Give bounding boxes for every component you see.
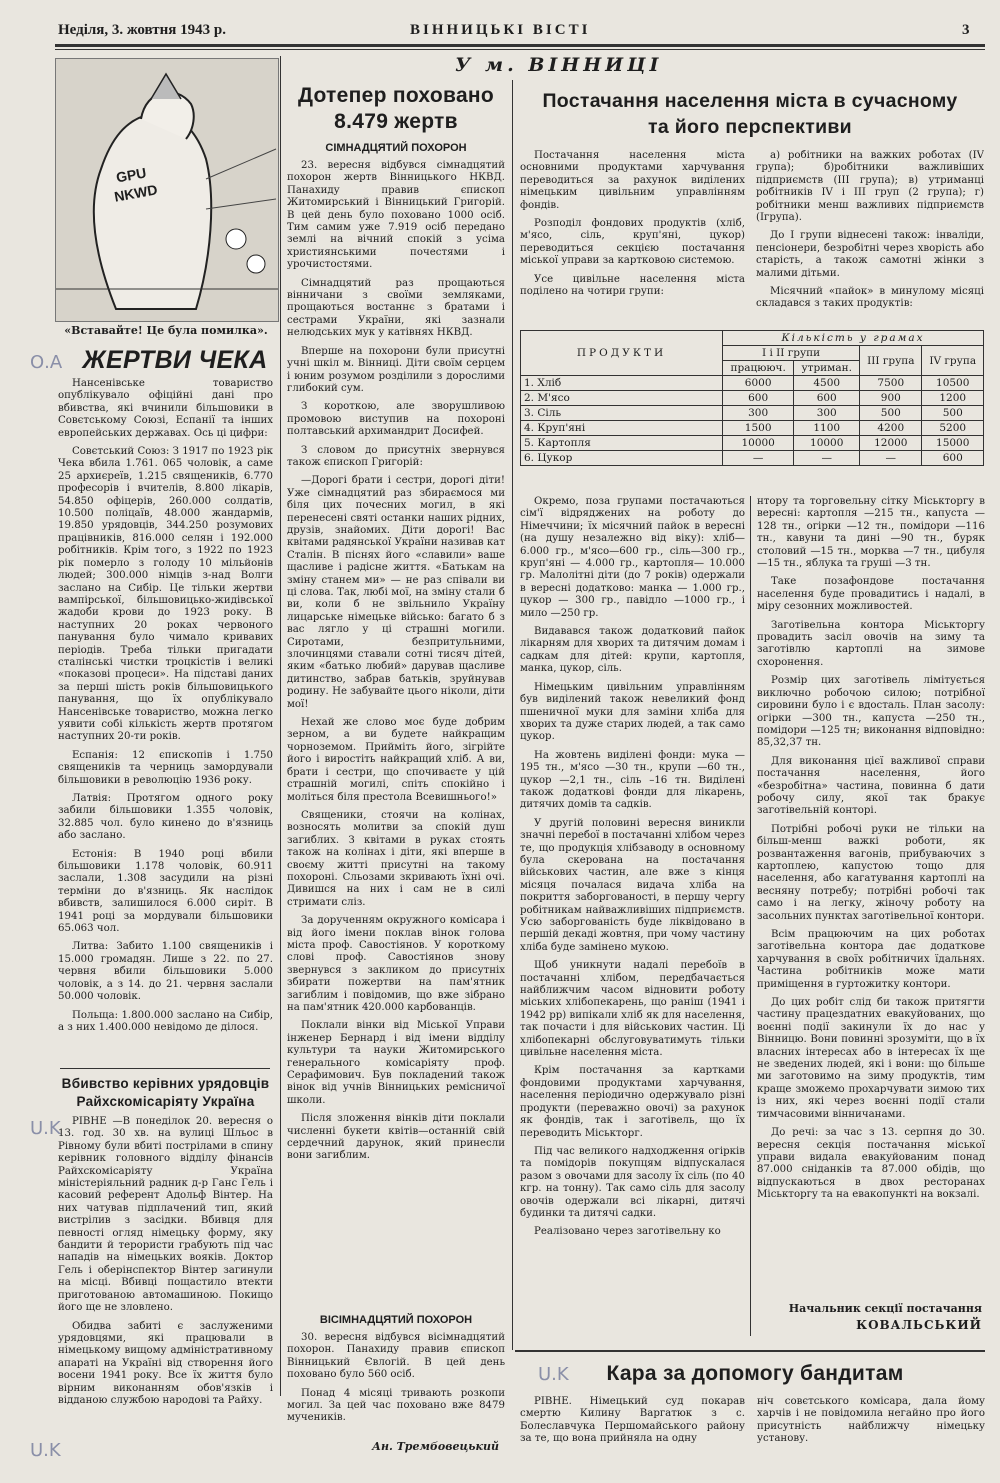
paragraph: 23. вересня відбувся сімнадцятий похорон жертв Вінницького НКВД. Панахиду правив єпископ Житомирський і Вінницький Григорій. В цей день було поховано 1000 осіб. Тим самим уже 7.919 осіб передано землі на вічний спокій з усіма християнськими почестями і урочистостями.: [287, 160, 505, 271]
paragraph: Розмір цих заготівель лімітується виключно робочою силою; потрібної сировини було і є вдосталь. План засолу: огірки —300 тн., капуста —250 тн., помідори —125 тн; виконання відповідно: 85,32,37 тн.: [757, 675, 985, 749]
cartoon-label-nkwd: NKWD: [112, 181, 159, 205]
paragraph: Реалізовано через заготівельну ко: [534, 1226, 721, 1238]
paragraph: Видавався також додатковий пайок лікарням для хворих та дитячим домам і садкам для дітей: крупи, картопля, манка, цукор, сіль.: [520, 626, 745, 675]
cell: 15000: [922, 436, 984, 451]
cartoon-caption: «Вставайте! Це була помилка».: [64, 324, 268, 337]
article-cheka-body: [58, 378, 273, 1063]
cell: 600: [723, 391, 794, 406]
table-row: [521, 406, 984, 421]
paragraph: Крім постачання за картками фондовими продуктами харчування, населення періодично одержувало різні продукти (переважно овочі) за рахунок як фондів, так і заготівель, що їх переводить Міськторг.: [520, 1065, 745, 1139]
paragraph: Священики, стоячи на колінах, возносять молитви за спокій душ загиблих. З квітами в руках стоять також на колінах і діти, які вперше в своєму житті присутні на такому похороні. Сльозами зкривають їхні очі. Дивишся на них і сам не в силі стримати сліз.: [287, 809, 505, 908]
page-number: 3: [962, 22, 970, 38]
paragraph: нтору та торговельну сітку Міськторгу в вересні: картопля —215 тн., капуста —128 тн., огірки —12 тн., помідори —116 тн., кавуни та дині —90 тн., буряк столовий —15 тн., морква —7 тн., цибуля —15 тн., яблука та груші —3 тн.: [757, 496, 985, 570]
supply-intro-right: [756, 150, 984, 328]
issue-date: Неділя, 3. жовтня 1943 р.: [58, 22, 226, 38]
cell: 6. Цукор: [521, 451, 723, 466]
paragraph: Нансенівське товариство опублікувало офіційні дані про вбивства, які вчинили більшовики в Совєтському Союзі, Еспанії та інших европейських державах. Ось ці цифри:: [58, 378, 273, 439]
cell: 600: [922, 451, 984, 466]
table-header-group12: І і ІІ групи: [723, 346, 860, 361]
paragraph: ніч совєтського комісара, дала йому харчів і не повідомила негайно про його присутність найближчу німецьку установу.: [757, 1396, 985, 1445]
paragraph: Понад 4 місяці тривають розкопи могил. За цей час поховано вже 8479 мучеників.: [287, 1387, 505, 1424]
signature-trembovetsky: Ан. Трембовецький: [371, 1440, 499, 1453]
cartoon-drawing: [56, 59, 278, 321]
cell: —: [794, 451, 860, 466]
paragraph: РІВНЕ —В понеділок 20. вересня о 13. год. 30 хв. на вулиці Шльос в Рівному були вбиті пострілами в спину керівник головного відділу фінансів Райхскомісаріяту Україна міністеріяльний радник д-р Ганс Гель і касовий референт Адольф Вінтер. На них чатував підплачений тип, який вистрілив з засідки. Вбивця для певності огляд німецьку форму, яку бандити й терористи грабують під час нападів на німецьких вояків. Доктор Гель і оберінспектор Вінтер загинули на місці. Вбивці пощастило втекти приготованою автомашиною. Покищо його ще не зловлено.: [58, 1116, 273, 1314]
cell: 500: [922, 406, 984, 421]
cell: 10500: [922, 376, 984, 391]
cell: 4. Круп'яні: [521, 421, 723, 436]
header-rule: [55, 44, 985, 47]
paragraph: За дорученням окружного комісара і від його імени поклав вінок голова міста проф. Савостіянов. У короткому слові проф. Савостіянов знову звернувся з закликом до присутніх збирати пожертви на пам'ятник загиблим і повідомив, що вже зібрано на пам'ятник 420.000 карбованців.: [287, 915, 505, 1013]
cell: 1500: [723, 421, 794, 436]
cell: 5. Картопля: [521, 436, 723, 451]
paragraph: З словом до присутніх звернувся також єпископ Григорій:: [287, 444, 505, 468]
subtitle-18th-burial: ВІСІМНАДЦЯТИЙ ПОХОРОН: [319, 1314, 473, 1326]
header-rule-thin: [55, 49, 985, 50]
article-punishment-right: [757, 1396, 985, 1460]
paragraph: Совєтський Союз: З 1917 по 1923 рік Чека вбила 1.761. 065 чоловік, а саме 25 архиєреїв, 1.215 священиків, 6.770 професорів і вчителів, 8.800 лікарів, 54.850 офіцерів, 260.000 солдатів, 10.500 поліцаїв, 48.000 жандармів, 19.850 урядовців, 344.250 розумових працівників, 816.000 селян і 192.000 робітників. Крім того, з 1922 по 1923 рік померло з голоду 10 мільйонів людей; 300.000 німців з-над Волги заслано на Сибір. Це тільки жертви вампірської, більшовицько-жидівської жадоби крови до 1923 року. В наступних 20 роках червоного панування було чимало кривавих періодів. Треба тільки пригадати сталінські чистки троцкістів і великі «показові процеси». На підставі даних за перші шість років більшовицького панування, що їх опублікувало Нансенівське товариство, можна легко уявити собі кількість жертв протягом наступних 20-ти років.: [58, 446, 273, 743]
paragraph: Розподіл фондових продуктів (хліб, м'ясо, сіль, круп'яні, цукор) переводиться секцією постачання міської управи за картковою системою.: [520, 218, 745, 267]
supply-body-col3: [757, 496, 985, 1298]
article-title-murder-1: Вбивство керівних урядовців: [61, 1076, 270, 1091]
cell: 10000: [794, 436, 860, 451]
article-title-burials-1: Дотепер поховано: [297, 84, 495, 107]
article-title-murder-2: Райхскомісаріяту Україна: [76, 1094, 255, 1109]
article-title-supply-1: Постачання населення міста в сучасному: [542, 90, 958, 112]
article-title-burials-2: 8.479 жертв: [334, 110, 458, 133]
paragraph: Обидва забиті є заслуженими урядовцями, які працювали в німецькому вищому адміністративному апараті на Україні від створення його восени 1941 року. Все їх життя було вірним виконанням обов'язків і відданою службою народові та Райху.: [58, 1320, 273, 1406]
paragraph: а) робітники на важких роботах (IV група); б)робітники важливіших підприємств (III група); в) утриманці робітників IV і III груп (2 група); г) робітники менш важливих підприємств (Ігрупа).: [756, 150, 984, 224]
paragraph: До І групи віднесені також: інваліди, пенсіонери, безробітні через хворість або старість, а також самотні жінки з малими дітьми.: [756, 230, 984, 279]
column-rule: [280, 56, 281, 1396]
paragraph: На жовтень виділені фонди: мука — 195 тн., м'ясо —30 тн., крупи —60 тн., цукор —2,1 тн., сіль –16 тн. Виділені також додаткові фонди для лікарень, дитячих домів та садків.: [520, 749, 745, 811]
supply-intro-left: [520, 150, 745, 328]
cell: 4200: [860, 421, 922, 436]
cartoon-label-gpu: GPU: [114, 164, 148, 186]
table-header-products: ПРОДУКТИ: [521, 331, 723, 376]
article-title-cheka: ЖЕРТВИ ЧЕКА: [82, 346, 268, 374]
paragraph: 30. вересня відбувся вісімнадцятий похорон. Панахиду правив єпископ Вінницький Євлогій. В цей день поховано було 560 осіб.: [287, 1332, 505, 1381]
paragraph: У другій половині вересня виникли значні перебої в постачанні хлібом через те, що продукція хлібзаводу в основному була скерована на постачання військових частин, але вже з кінця місяця почалася видача хліба на покриття заборгованості, в першу чергу робітникам найважливіших підприємств. Усю заборгованість буде ліквідовано в першій декаді жовтня, при чому частину хліба буде замінено мукою.: [520, 817, 745, 953]
paragraph: Німецьким цивільним управлінням був виділений також невеликий фонд пшеничної муки для заміни хліба для хворих та дуже старих людей, а так само цукор.: [520, 681, 745, 743]
column-rule: [512, 80, 513, 1350]
cartoon-illustration: [55, 58, 279, 322]
cell: 600: [794, 391, 860, 406]
paragraph: Під час великого надходження огірків та помідорів покупцям відпускалася разом з овочами для засолу їх сіль (по 40 кгр. на тонну). Так само сіль для засолу овочів одержали всі лікарні, дитячі будинки та дитячі садки.: [520, 1145, 745, 1219]
paragraph: Усе цивільне населення міста поділено на чотири групи:: [520, 273, 745, 298]
article-punishment-left: [520, 1396, 745, 1460]
margin-mark: U.K: [30, 1440, 61, 1461]
paragraph: Сімнадцятий раз прощаються вінничани з своїми земляками, прощаються востаннє з братами і сестрами України, які зазнали нелюдських мук у катівнях НКВД.: [287, 277, 505, 339]
paragraph: Постачання населення міста основними продуктами харчування переводиться за рахунок виділених німецьким цивільним управлінням фондів.: [520, 150, 745, 211]
cell: 2. М'ясо: [521, 391, 723, 406]
table-header-working: працююч.: [723, 361, 794, 376]
paragraph: Польща: 1.800.000 заслано на Сибір, а з них 1.400.000 невідомо де ділося.: [58, 1009, 273, 1033]
paragraph: Заготівельна контора Міськторгу провадить засіл овочів на зиму та заготівлю картоплі на зимове схоронення.: [757, 619, 985, 668]
paragraph: Для виконання цієї важливої справи постачання населення, його «безробітна» частина, повинна б дати робочу силу, якої так бракує заготівельній конторі.: [757, 755, 985, 817]
divider: [515, 1350, 985, 1352]
cell: 7500: [860, 376, 922, 391]
table-row: [521, 421, 984, 436]
column-rule: [750, 496, 751, 1336]
paragraph: Місячний «пайок» в минулому місяці складався з таких продуктів:: [756, 286, 984, 310]
cell: 6000: [723, 376, 794, 391]
table-header-group4: IV група: [922, 346, 984, 376]
newspaper-title: ВІННИЦЬКІ ВІСТІ: [410, 22, 591, 38]
paragraph: Вперше на похорони були присутні учні шкіл м. Вінниці. Діти своїм серцем і юним розумом розділили з дорослими глибокий сум.: [287, 345, 505, 394]
article-burials-body-2: [287, 1332, 505, 1432]
paragraph: —Дорогі брати і сестри, дорогі діти! Уже сімнадцятий раз збираємося ми біля цих почесних могил, в які перенесені святі останки наших рідних, друзів, знайомих. Діти дорогі! Вас квітами радянської України називав кат Сталін. В піснях його «славили» ваше щасливе і радісне життя. «Батькам на зміну станем ми» — не раз співали ви ці слова. Так, любі мої, на зміну стали б ви, коли б не звільнило Україну лицарське німецьке військо: багато б з вас лягло у ці страшні могили. Сиротами, безпритульними, злочинцями ставали сотні тисяч дітей, яким «батько любий» дарував щасливе дитинство, забрав батьків, зруйнував родину. Не забувайте цього ніколи, діти мої!: [287, 475, 505, 710]
cell: 5200: [922, 421, 984, 436]
cell: 3. Сіль: [521, 406, 723, 421]
paragraph: Поклали вінки від Міської Управи інженер Бернард і від імени відділу культури та науки Житомирського генерального комісаріяту проф. Серафимович. Був покладений також вінок від учнів Вінницьких ремісничої школи.: [287, 1020, 505, 1106]
table-header-group3: ІІІ група: [860, 346, 922, 376]
cell: 500: [860, 406, 922, 421]
subtitle-17th-burial: СІМНАДЦЯТИЙ ПОХОРОН: [325, 142, 467, 154]
cell: 1100: [794, 421, 860, 436]
paragraph: До цих робіт слід би також притягти частину працездатних евакуйованих, що воєнні події закинули їх до нас у Вінницю. Вони повинні зрозуміти, що в їх власних інтересах або в інтересах їх ще не зведених людей, які і вони: що більше ми заготовимо на зиму продуктів, тим краще зможемо прохарчувати зимою тих із них, які через воєнні події стали тимчасовими вінничанами.: [757, 997, 985, 1120]
cell: 300: [794, 406, 860, 421]
table-header-dependents: утриман.: [794, 361, 860, 376]
margin-mark: U.K: [538, 1364, 569, 1385]
paragraph: Потрібні робочі руки не тільки на більш-менш важкі роботи, як розвантаження вагонів, прибуваючих з картоплею, капустою тощо для населення, або кагатування картоплі на весняну потребу; потрібні робочі так само і на легку, жіночу роботу на засольних пунктах заготівельної контори.: [757, 823, 985, 922]
article-burials-body: [287, 160, 505, 1312]
table-header-qty: Кількість у грамах: [723, 331, 984, 346]
table-row: [521, 436, 984, 451]
paragraph: Окремо, поза групами постачаються сім'ї відряджених на роботу до Німеччини; їх місячний пайок в вересні (на душу незалежно від віку): хліб— 6.000 гр., м'ясо—600 гр., сіль—300 гр., круп'яні — 4.000 гр., картопля— 10.000 гр. Малолітні діти (до 7 років) одержали в вересні додатково: манка — 1.000 гр., цукор — 300 гр., павідло —1000 гр., і мило —250 гр.: [520, 496, 745, 619]
ration-table: [520, 330, 984, 466]
divider: [60, 1068, 270, 1069]
paragraph: Естонія: В 1940 році вбили більшовики 1.178 чоловік, 60.911 заслали, 1.308 засудили на різні терміни до в'язниць. Як наслідок вбивств, залишилося 6.000 сиріт. В 1941 році за мордували більшовики 65.063 чол.: [58, 848, 273, 935]
paragraph: До речі: за час з 13. серпня до 30. вересня секція постачання міської управи видала евакуйованим понад 87.000 сніданків та 87.000 обідів, що відпускаються в двох ресторанах Міськторгу та на евакопункті на вокзалі.: [757, 1127, 985, 1201]
cell: 1200: [922, 391, 984, 406]
paragraph: Латвія: Протягом одного року забили більшовики 1.355 чоловік, 32.885 чол. було кинено до в'язниць або заслано.: [58, 793, 273, 842]
article-title-supply-2: та його перспективи: [648, 116, 852, 138]
cell: 900: [860, 391, 922, 406]
signature-title: Начальник секції постачання: [788, 1302, 982, 1315]
paragraph: З короткою, але зворушливою промовою виступив на похороні полтавський архимандрит Досифей.: [287, 401, 505, 438]
cell: 10000: [723, 436, 794, 451]
table-row: [521, 391, 984, 406]
paragraph: Литва: Забито 1.100 священиків і 15.000 громадян. Лише з 22. по 27. червня вбили більшовики 5.000 чоловік, а з 14. до 21. червня заслали 50.000 чоловік.: [58, 941, 273, 1003]
cell: —: [860, 451, 922, 466]
paragraph: Всім працюючим на цих роботах заготівельна контора дає додаткове харчування в своїх робітничих їдальнях. Частина робітників може мати приміщення в гуртожитку контори.: [757, 929, 985, 990]
paragraph: РІВНЕ. Німецький суд покарав смертю Килину Варгатюк з с. Болеславчука Першомайського району за те, що вона прийняла на одну: [520, 1396, 745, 1445]
paragraph: Після зложення вінків діти поклали численні букети квітів—останній свій сердечний дарунок, який принесли вони загиблим.: [287, 1113, 505, 1162]
section-heading: У м. ВІННИЦІ: [455, 54, 663, 76]
signature-kovalsky: КОВАЛЬСЬКИЙ: [856, 1318, 982, 1332]
paragraph: Щоб уникнути надалі перебоїв в постачанні хлібом, передбачається найближчим часом відновити роботу міських хлібопекарень, що раніш (1941 і 1942 рр) випікали хліб як для населення, так почасти і для військових частин. Ці хлібопекарні обслуговуватимуть тільки цивільне населення міста.: [520, 960, 745, 1059]
paragraph: Еспанія: 12 єпископів і 1.750 священиків та черниць замордували більшовики в революцію 1936 року.: [58, 749, 273, 786]
article-murder-body: [58, 1116, 273, 1476]
supply-body-col2: [520, 496, 745, 1351]
cell: —: [723, 451, 794, 466]
cell: 1. Хліб: [521, 376, 723, 391]
margin-mark: U.K: [30, 1118, 61, 1139]
cell: 4500: [794, 376, 860, 391]
margin-mark: О.А: [30, 352, 63, 373]
table-row: [521, 376, 984, 391]
paragraph: Таке позафондове постачання населення буде провадитись і надалі, в міру сезонних можливостей.: [757, 576, 985, 613]
cell: 300: [723, 406, 794, 421]
table-row: [521, 451, 984, 466]
cell: 12000: [860, 436, 922, 451]
article-title-punishment: Кара за допомогу бандитам: [606, 1362, 904, 1385]
paragraph: Нехай же слово моє буде добрим зерном, а ви будете найкращим чорноземом. Прийміть його, зігрійте його і виростіть найкращий хліб. А ви, брати і сестри, що спочиваєте у цій страшній могилі, спіть спокійно і моліться біля престола Всевишнього!»: [287, 717, 505, 803]
